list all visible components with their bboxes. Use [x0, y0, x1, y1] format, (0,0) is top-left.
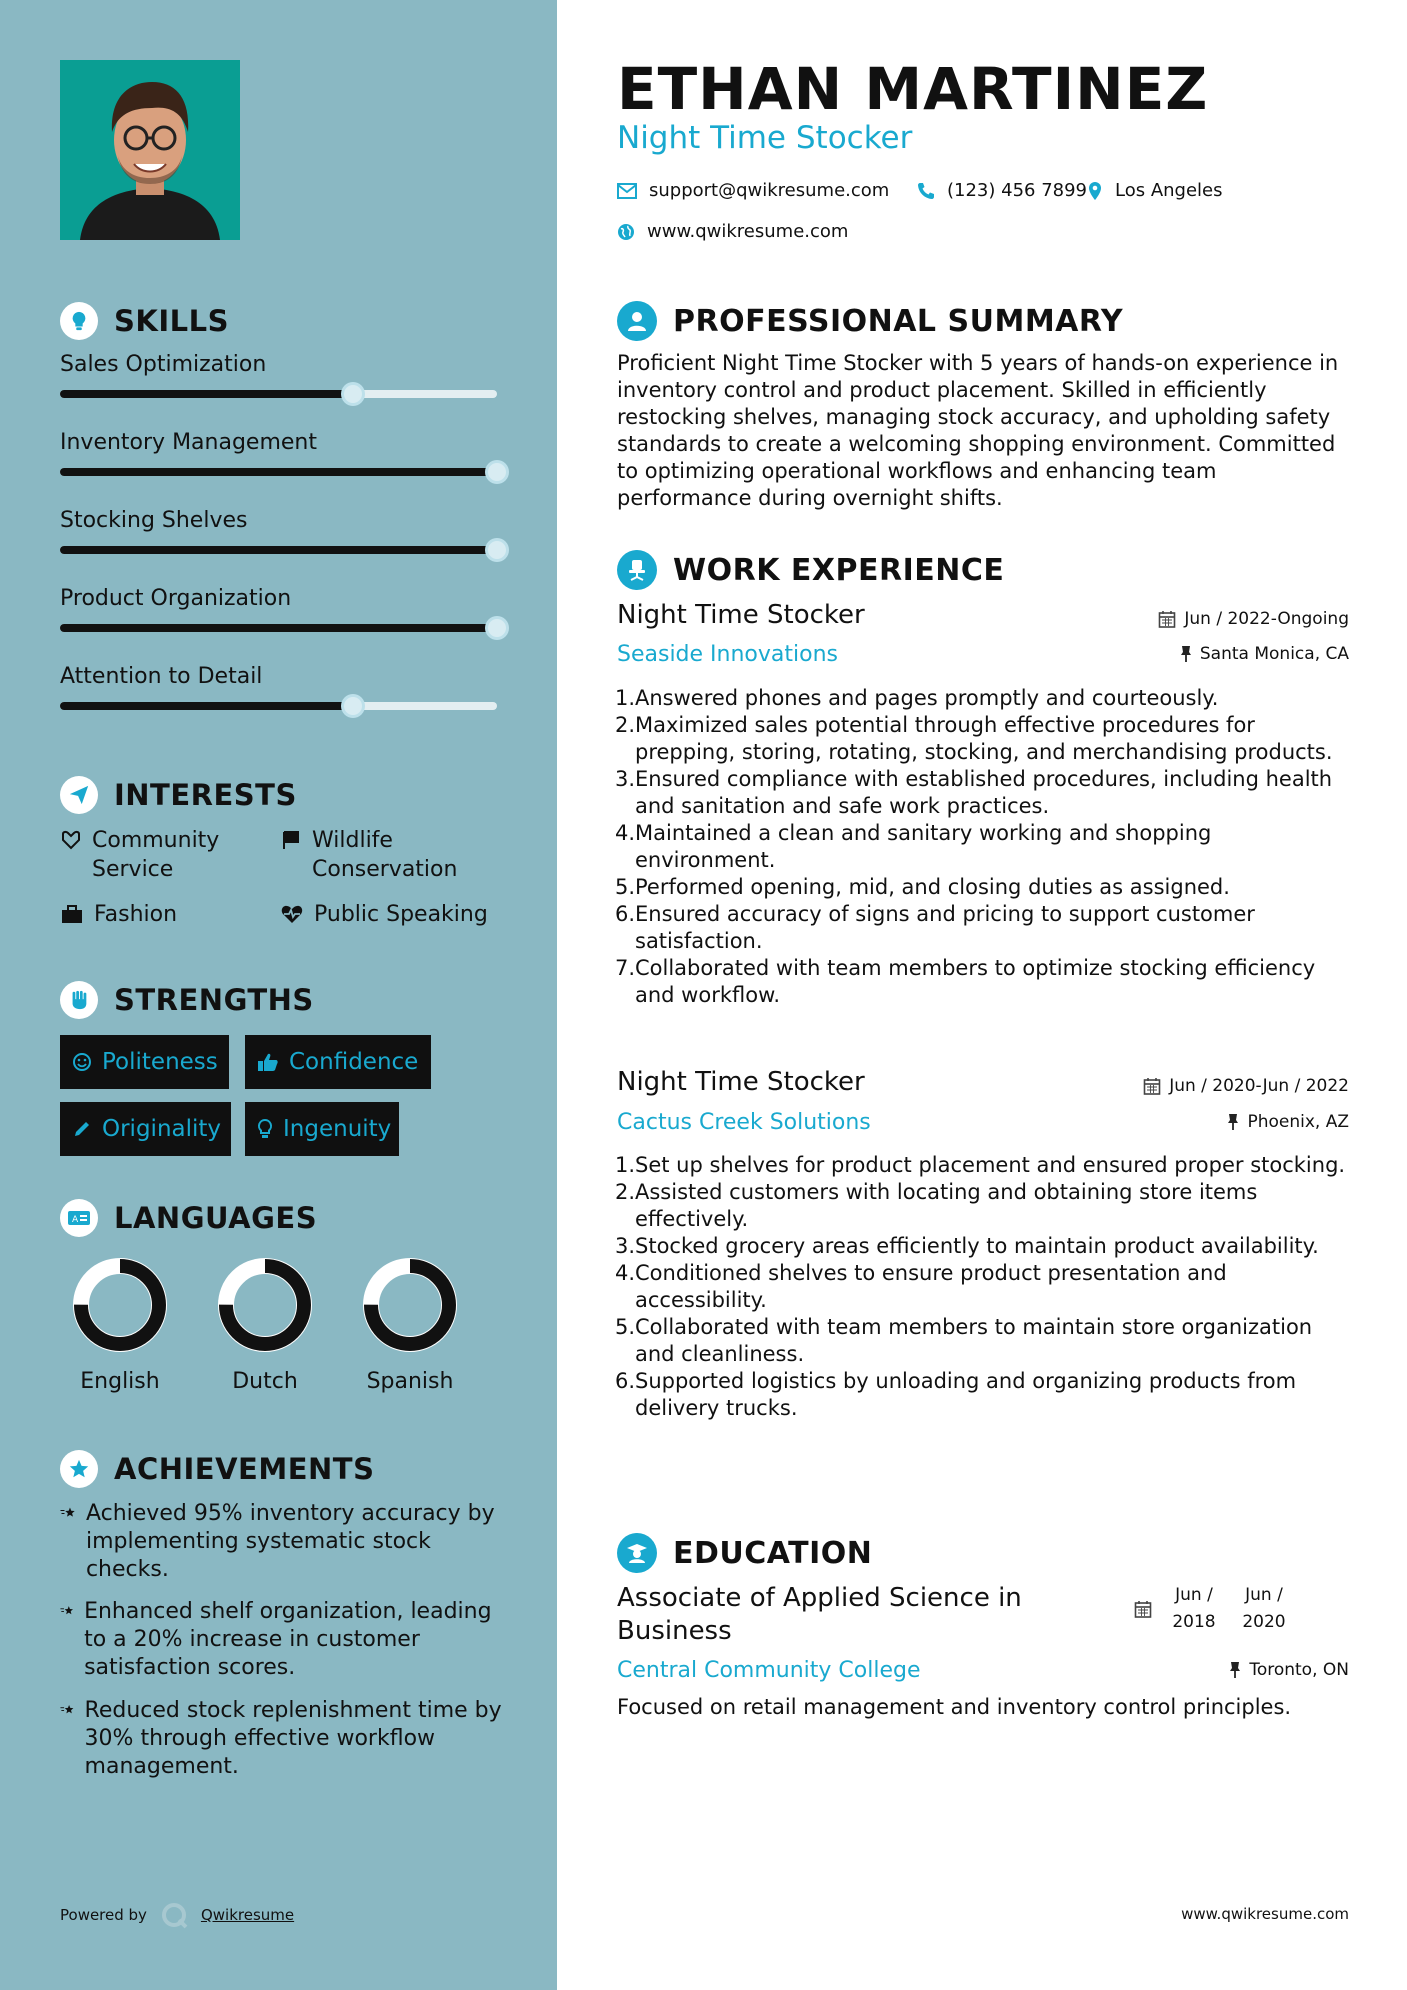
summary-text: Proficient Night Time Stocker with 5 years of hands-on experience in inventory control and product placement. Skilled in efficiently restocking shelves, managing stock accuracy, and upholding safety standards to create a welcoming shopping environment. Committed to optimizing operational workflows and enhancing team performance during overnight shifts. [617, 351, 1339, 510]
list-item: 6. Supported logistics by unloading and organizing products from delivery trucks. [615, 1369, 1297, 1420]
pencil-icon [72, 1119, 92, 1139]
skill-item [60, 430, 505, 455]
language-label: Dutch [232, 1369, 298, 1394]
list-item: 6. Ensured accuracy of signs and pricing to support customer satisfaction. [615, 902, 1255, 953]
education-degree: Associate of Applied Science in Business [617, 1583, 1022, 1646]
calendar-icon [1158, 610, 1176, 628]
strength-label: Confidence [289, 1049, 419, 1075]
achievement-item [60, 1697, 510, 1781]
job-title: Night Time Stocker [617, 600, 865, 630]
footer-website[interactable]: www.qwikresume.com [1181, 1905, 1349, 1923]
list-item: 7. Collaborated with team members to optimize stocking efficiency and workflow. [615, 956, 1316, 1007]
strength-label: Originality [102, 1116, 222, 1142]
job-dates [1143, 1076, 1349, 1096]
skill-item [60, 586, 505, 611]
skill-bar [60, 468, 497, 476]
education-school: Central Community College [617, 1658, 921, 1683]
interest-label: Fashion [94, 902, 178, 927]
pushpin-icon [1227, 1113, 1239, 1131]
job-dates [1158, 609, 1349, 629]
thumbs-up-icon [257, 1052, 279, 1072]
skill-bar [60, 390, 497, 398]
sidebar [0, 0, 557, 1990]
interest-label: Public Speaking [314, 902, 488, 927]
language-ring [360, 1255, 460, 1355]
star-icon [60, 1598, 74, 1624]
achievement-text: Achieved 95% inventory accuracy by implementing systematic stock checks. [85, 1501, 495, 1582]
list-item: 5. Collaborated with team members to maintain store organization and cleanliness. [615, 1315, 1313, 1366]
main-content [557, 0, 1407, 1990]
summary-heading [617, 301, 1123, 341]
hands-icon [60, 830, 82, 850]
list-item: 4. Conditioned shelves to ensure product presentation and accessibility. [615, 1261, 1227, 1312]
bulb-icon [257, 1118, 273, 1140]
strength-badge [245, 1035, 431, 1089]
education-dates [1134, 1582, 1292, 1636]
calendar-icon [1134, 1600, 1152, 1618]
list-item: 3. Stocked grocery areas efficiently to maintain product availability. [615, 1234, 1319, 1258]
interest-label: Wildlife Conservation [312, 828, 458, 882]
strength-badge [60, 1102, 231, 1156]
achievement-text: Reduced stock replenishment time by 30% through effective workflow management. [84, 1698, 502, 1779]
skill-knob [344, 697, 362, 715]
star-badge-icon [60, 1450, 98, 1488]
briefcase-icon [60, 904, 84, 924]
skill-fill [60, 468, 497, 476]
interest-item [280, 900, 500, 929]
star-icon [60, 1697, 75, 1723]
achievement-text: Enhanced shelf organization, leading to a 20% increase in customer satisfaction scores. [84, 1599, 492, 1680]
candidate-role: Night Time Stocker [617, 120, 913, 156]
profile-photo [60, 60, 240, 240]
interest-item [60, 826, 250, 884]
strength-badge [245, 1102, 399, 1156]
experience-title: WORK EXPERIENCE [673, 552, 1005, 588]
education-location-text: Toronto, ON [1249, 1660, 1349, 1680]
experience-heading [617, 550, 1004, 590]
skill-bar [60, 546, 497, 554]
skill-item [60, 508, 505, 533]
avatar-icon [60, 60, 240, 240]
job-company: Seaside Innovations [617, 642, 838, 667]
office-chair-icon [617, 550, 657, 590]
email-text: support@qwikresume.com [649, 180, 890, 201]
education-heading [617, 1533, 872, 1573]
education-title: EDUCATION [673, 1535, 873, 1571]
skill-knob [344, 385, 362, 403]
job-title: Night Time Stocker [617, 1067, 865, 1097]
paw-flag-icon [280, 830, 302, 850]
language-ring [215, 1255, 315, 1355]
list-item: 4. Maintained a clean and sanitary working and shopping environment. [615, 821, 1212, 872]
job-location-text: Santa Monica, CA [1199, 644, 1349, 664]
interests-title: INTERESTS [114, 778, 297, 812]
education-start: Jun / 2018 [1172, 1585, 1216, 1632]
phone-text: (123) 456 7899 [947, 180, 1088, 201]
achievements-heading [60, 1450, 374, 1488]
interest-item [60, 900, 250, 929]
powered-by [60, 1900, 294, 1930]
calendar-icon [1143, 1077, 1161, 1095]
powered-by-label: Powered by [60, 1906, 147, 1924]
skill-label: Inventory Management [60, 430, 317, 455]
website-contact[interactable] [617, 221, 848, 242]
skill-knob [488, 619, 506, 637]
interest-item [280, 826, 480, 884]
strengths-title: STRENGTHS [114, 983, 314, 1017]
skill-knob [488, 463, 506, 481]
job-location [1227, 1112, 1349, 1132]
skill-label: Stocking Shelves [60, 508, 248, 533]
skill-label: Product Organization [60, 586, 292, 611]
languages-heading [60, 1199, 317, 1237]
list-item: 3. Ensured compliance with established procedures, including health and sanitation and safe work practices. [615, 767, 1333, 818]
skill-bar [60, 624, 497, 632]
skill-knob [488, 541, 506, 559]
list-item: 5. Performed opening, mid, and closing duties as assigned. [615, 875, 1230, 899]
skill-fill [60, 546, 497, 554]
qwikresume-logo-icon [159, 1900, 189, 1930]
lightbulb-icon [60, 302, 98, 340]
job-dates-text: Jun / 2020-Jun / 2022 [1169, 1076, 1349, 1096]
achievement-item [60, 1598, 510, 1682]
list-item: 1. Answered phones and pages promptly and courteously. [615, 686, 1219, 710]
job-bullets [617, 1152, 1357, 1422]
strength-label: Politeness [102, 1049, 218, 1075]
list-item: 2. Assisted customers with locating and obtaining store items effectively. [615, 1180, 1258, 1231]
skill-fill [60, 624, 497, 632]
skill-item [60, 664, 505, 689]
raised-fist-icon [60, 981, 98, 1019]
strengths-heading [60, 981, 314, 1019]
email-contact[interactable] [617, 180, 889, 201]
user-icon [617, 301, 657, 341]
job-bullets [617, 685, 1357, 1009]
achievements-title: ACHIEVEMENTS [114, 1452, 375, 1486]
achievement-item [60, 1500, 510, 1584]
globe-icon [617, 223, 635, 241]
skill-fill [60, 390, 353, 398]
language-label: English [80, 1369, 160, 1394]
qwikresume-link[interactable]: Qwikresume [200, 1906, 295, 1924]
phone-icon [917, 182, 935, 200]
list-item: 2. Maximized sales potential through effective procedures for prepping, storing, rotating, stocking, and merchandising products. [615, 713, 1333, 764]
star-icon [60, 1500, 76, 1526]
map-pin-icon [1087, 181, 1103, 201]
pushpin-icon [1180, 645, 1192, 663]
location-contact [1087, 180, 1223, 201]
skills-title: SKILLS [114, 304, 229, 338]
strength-label: Ingenuity [283, 1116, 392, 1142]
language-label: Spanish [366, 1369, 454, 1394]
education-description: Focused on retail management and inventory control principles. [617, 1695, 1292, 1719]
language-item [205, 1255, 325, 1394]
skill-label: Attention to Detail [60, 664, 263, 689]
skills-heading [60, 302, 229, 340]
website-text: www.qwikresume.com [647, 221, 849, 242]
candidate-name: ETHAN MARTINEZ [617, 55, 1209, 123]
skill-fill [60, 702, 353, 710]
heartbeat-icon [280, 904, 304, 924]
language-item [350, 1255, 470, 1394]
job-location [1180, 644, 1349, 664]
language-ring [70, 1255, 170, 1355]
interests-heading [60, 776, 297, 814]
job-location-text: Phoenix, AZ [1247, 1112, 1349, 1132]
phone-contact[interactable] [917, 180, 1087, 201]
education-location [1229, 1660, 1349, 1680]
education-end: Jun / 2020 [1242, 1585, 1286, 1632]
location-text: Los Angeles [1115, 180, 1223, 201]
envelope-icon [617, 183, 637, 199]
job-dates-text: Jun / 2022-Ongoing [1184, 609, 1349, 629]
summary-title: PROFESSIONAL SUMMARY [673, 303, 1124, 339]
skill-item [60, 352, 505, 377]
skill-label: Sales Optimization [60, 352, 267, 377]
pushpin-icon [1229, 1661, 1241, 1679]
language-card-icon [60, 1199, 98, 1237]
interest-label: Community Service [92, 828, 220, 882]
list-item: 1. Set up shelves for product placement and ensured proper stocking. [615, 1153, 1346, 1177]
languages-title: LANGUAGES [114, 1201, 318, 1235]
language-item [60, 1255, 180, 1394]
skill-bar [60, 702, 497, 710]
svg-text:A: A [72, 1215, 79, 1225]
strength-badge [60, 1035, 229, 1089]
job-company: Cactus Creek Solutions [617, 1110, 871, 1135]
smile-icon [72, 1052, 92, 1072]
graduate-icon [617, 1533, 657, 1573]
paper-plane-icon [60, 776, 98, 814]
